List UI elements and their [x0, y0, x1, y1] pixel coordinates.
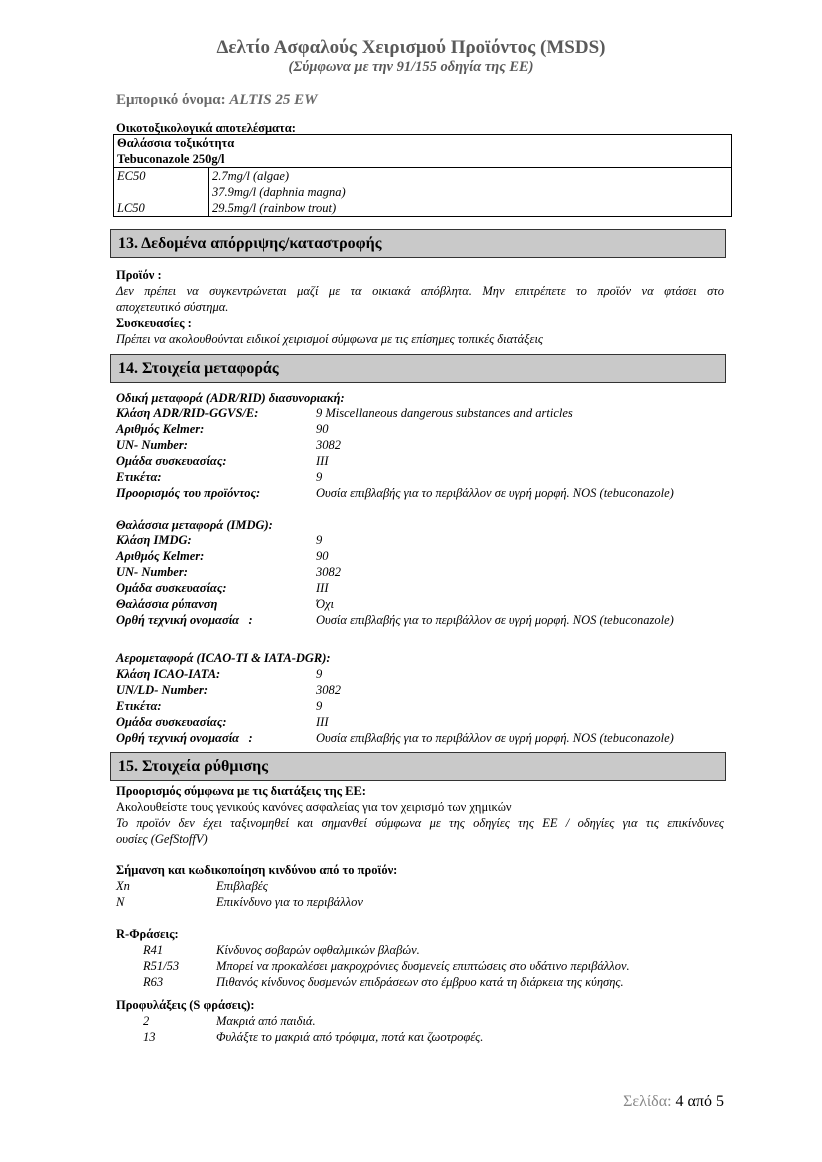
toxicity-label	[114, 184, 209, 200]
document-subtitle: (Σύμφωνα με την 91/155 οδηγία της ΕΕ)	[288, 59, 534, 75]
road-field-value: Ουσία επιβλαβής για το περιβάλλον σε υγρή μορφή. NOS (tebuconazole)	[316, 486, 674, 500]
s-phrase-code: 13	[143, 1030, 156, 1044]
r-phrase-text: Μπορεί να προκαλέσει μακροχρόνιες δυσμενείς επιπτώσεις στο υδάτινο περιβάλλον.	[216, 959, 630, 973]
r-phrase-text: Κίνδυνος σοβαρών οφθαλμικών βλαβών.	[216, 943, 420, 957]
sea-field-label: UN- Number:	[116, 565, 188, 579]
packaging-text: Πρέπει να ακολουθούνται ειδικοί χειρισμοί σύμφωνα με τις επίσημες τοπικές διατάξεις	[116, 332, 544, 346]
trade-name-label: Εμπορικό όνομα:	[116, 92, 226, 108]
sea-field-value: 3082	[316, 565, 341, 579]
marine-toxicity-header	[114, 135, 732, 168]
sea-transport-heading: Θαλάσσια μεταφορά (IMDG):	[116, 518, 273, 532]
r-phrase-code: R51/53	[143, 959, 180, 973]
page-of-label: από	[687, 1093, 712, 1110]
road-field-value: 9	[316, 470, 323, 484]
air-field-label: Ομάδα συσκευασίας:	[116, 715, 227, 729]
road-field-label: Ομάδα συσκευασίας:	[116, 454, 227, 468]
r-phrases-heading: R-Φράσεις:	[116, 927, 179, 941]
eu-provisions-heading: Προορισμός σύμφωνα με τις διατάξεις της ΕΕ:	[116, 784, 366, 798]
road-field-label: Ετικέτα:	[116, 470, 162, 484]
road-field-label: UN- Number:	[116, 438, 188, 452]
toxicity-label: LC50	[114, 200, 209, 217]
toxicity-label: EC50	[114, 168, 209, 185]
section-14-header	[110, 354, 726, 383]
s-phrases-heading: Προφυλάξεις (S φράσεις):	[116, 998, 255, 1012]
road-field-label: Κλάση ADR/RID-GGVS/E:	[116, 406, 259, 420]
trade-name-value: ALTIS 25 EW	[229, 92, 318, 108]
sea-field-value: 90	[316, 549, 329, 563]
section-15-header	[110, 752, 726, 781]
air-field-value: 3082	[316, 683, 341, 697]
r-phrase-text: Πιθανός κίνδυνος δυσμενών επιδράσεων στο έμβρυο κατά τη διάρκεια της κύησης.	[216, 975, 624, 989]
road-field-value: 9 Miscellaneous dangerous substances and articles	[316, 406, 573, 420]
page-number	[623, 1093, 724, 1111]
sea-field-value: Ουσία επιβλαβής για το περιβάλλον σε υγρή μορφή. NOS (tebuconazole)	[316, 613, 674, 627]
sea-field-label: Αριθμός Kelmer:	[116, 549, 205, 563]
air-transport-heading: Αερομεταφορά (ICAO-TI & IATA-DGR):	[116, 651, 331, 665]
s-phrase-code: 2	[143, 1014, 150, 1028]
s-phrase-text: Μακριά από παιδιά.	[216, 1014, 316, 1028]
toxicity-value: 37.9mg/l (daphnia magna)	[209, 184, 732, 200]
marine-toxicity-title: Θαλάσσια τοξικότητα	[117, 136, 235, 150]
page-total: 5	[716, 1093, 724, 1110]
sea-field-label: Κλάση IMDG:	[116, 533, 192, 547]
sea-field-label: Ορθή τεχνική ονομασία :	[116, 613, 253, 627]
substance-name: Tebuconazole 250g/l	[117, 152, 225, 166]
air-field-label: UN/LD- Number:	[116, 683, 209, 697]
sea-field-label: Ομάδα συσκευασίας:	[116, 581, 227, 595]
road-transport-heading: Οδική μεταφορά (ADR/RID) διασυνοριακή:	[116, 391, 345, 405]
sea-field-label: Θαλάσσια ρύπανση	[116, 597, 218, 611]
air-field-value: Ουσία επιβλαβής για το περιβάλλον σε υγρή μορφή. NOS (tebuconazole)	[316, 731, 674, 745]
s-phrase-text: Φυλάξτε το μακριά από τρόφιμα, ποτά και ζωοτροφές.	[216, 1030, 484, 1044]
air-field-value: 9	[316, 699, 323, 713]
hazard-code: N	[116, 895, 125, 909]
section-14-title: 14. Στοιχεία μεταφοράς	[118, 360, 279, 377]
road-field-value: 3082	[316, 438, 341, 452]
air-field-label: Ετικέτα:	[116, 699, 162, 713]
ecotox-heading: Οικοτοξικολογικά αποτελέσματα:	[116, 121, 296, 135]
air-field-label: Κλάση ICAO-IATA:	[116, 667, 221, 681]
r-phrase-code: R41	[143, 943, 164, 957]
road-field-label: Αριθμός Kelmer:	[116, 422, 205, 436]
r-phrase-code: R63	[143, 975, 164, 989]
product-label: Προϊόν :	[116, 268, 162, 282]
road-field-value: 90	[316, 422, 329, 436]
document-title: Δελτίο Ασφαλούς Χειρισμού Προϊόντος (MSDS)	[216, 37, 606, 58]
packaging-label: Συσκευασίες :	[116, 316, 192, 330]
sea-field-value: III	[316, 581, 329, 595]
hazard-heading: Σήμανση και κωδικοποίηση κινδύνου από το προϊόν:	[116, 863, 398, 877]
section-13-title: 13. Δεδομένα απόρριψης/καταστροφής	[118, 235, 382, 252]
product-text-line-1: Δεν πρέπει να συγκεντρώνεται μαζί με τα οικιακά απόβλητα. Μην επιτρέπετε το προϊόν να φτάσει στο	[116, 284, 724, 298]
eu-provisions-text-2: Το προϊόν δεν έχει ταξινομηθεί και σημανθεί σύμφωνα με της οδηγίες της ΕΕ / οδηγίες για τις επικίνδυνες	[116, 816, 724, 830]
air-field-value: 9	[316, 667, 323, 681]
trade-name	[116, 92, 317, 109]
toxicity-value: 29.5mg/l (rainbow trout)	[209, 200, 732, 217]
hazard-text: Επιβλαβές	[216, 879, 268, 893]
marine-toxicity-table	[113, 134, 732, 217]
section-13-header	[110, 229, 726, 258]
section-15-title: 15. Στοιχεία ρύθμισης	[118, 758, 268, 775]
eu-provisions-text-3: ουσίες (GefStoffV)	[116, 832, 208, 846]
product-text-line-2: αποχετευτικό σύστημα.	[116, 300, 229, 314]
eu-provisions-text-1: Ακολουθείστε τους γενικούς κανόνες ασφαλείας για τον χειρισμό των χημικών	[116, 800, 512, 814]
page-current: 4	[675, 1093, 684, 1110]
toxicity-value: 2.7mg/l (algae)	[209, 168, 732, 185]
air-field-value: III	[316, 715, 329, 729]
air-field-label: Ορθή τεχνική ονομασία :	[116, 731, 253, 745]
sea-field-value: Όχι	[316, 597, 334, 611]
road-field-label: Προορισμός του προϊόντος:	[116, 486, 261, 500]
road-field-value: III	[316, 454, 329, 468]
page-label: Σελίδα:	[623, 1093, 672, 1110]
sea-field-value: 9	[316, 533, 323, 547]
hazard-text: Επικίνδυνο για το περιβάλλον	[216, 895, 363, 909]
hazard-code: Xn	[116, 879, 130, 893]
